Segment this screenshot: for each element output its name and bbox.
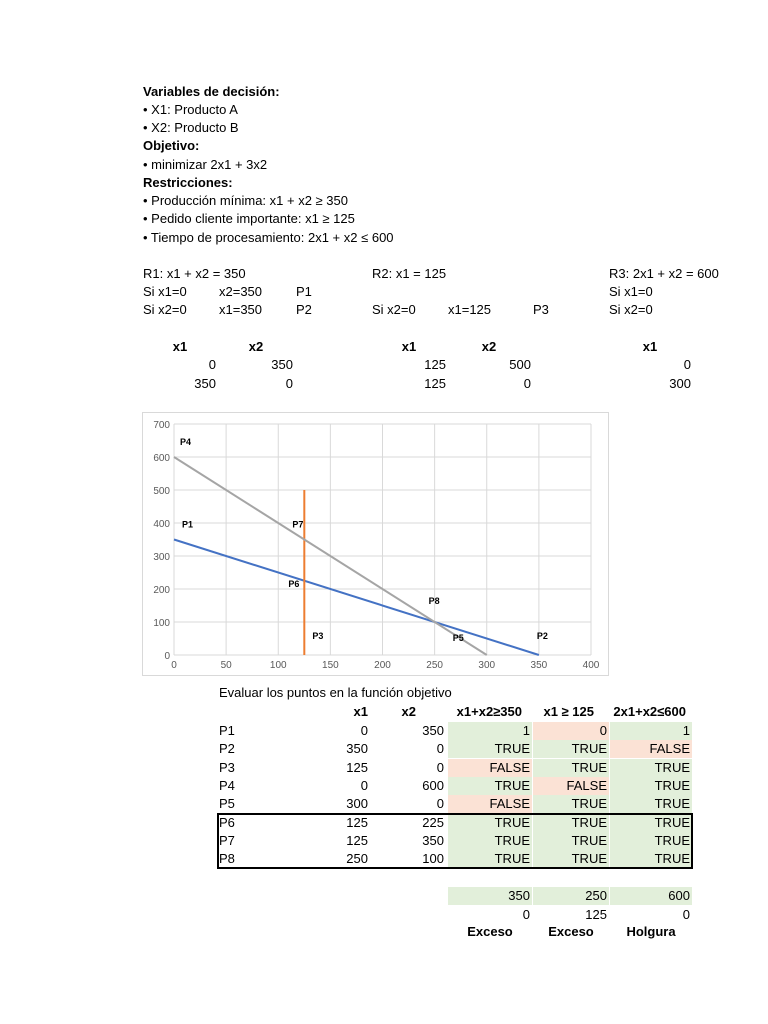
eval-cell-c2: 0 [533,722,609,740]
feasible-box [217,813,693,869]
eval-cell-c3: TRUE [610,795,692,813]
r2-title: R2: x1 = 125 [372,266,447,281]
x-tick-label: 200 [374,660,391,671]
eval-cell-x2: 350 [422,833,444,848]
var2: • X2: Producto B [143,120,239,135]
t3-r2-x1: 300 [669,376,691,391]
r1-row2-c: P2 [296,302,312,317]
x-tick-label: 0 [171,660,177,671]
eval-row-label: P2 [219,741,235,756]
obj-title: Objetivo: [143,138,200,153]
t2-r1-x1: 125 [424,357,446,372]
eval-cell-c2: TRUE [533,759,609,777]
r1-title: R1: x1 + x2 = 350 [143,266,246,281]
diff-3: 0 [682,907,690,922]
point-label: P1 [182,519,194,530]
slack-label-1: Exceso [467,924,513,939]
eval-cell-c1: TRUE [448,850,532,868]
y-tick-label: 100 [153,618,170,629]
r1-row1-a: Si x1=0 [143,284,187,299]
obj1: • minimizar 2x1 + 3x2 [143,157,268,172]
x-tick-label: 350 [530,660,548,671]
point-label: P4 [180,437,192,447]
diff-2: 125 [585,907,607,922]
eval-cell-c3: TRUE [610,759,692,777]
y-tick-label: 700 [153,420,170,431]
eval-cell-c1: FALSE [448,795,532,813]
eval-cell-x1: 125 [346,760,368,775]
t2-h-x2: x2 [481,339,497,354]
eval-cell-c1: TRUE [448,740,532,758]
eval-cell-x1: 125 [346,815,368,830]
eval-cell-c2: TRUE [533,795,609,813]
x-tick-label: 150 [322,660,339,671]
r1-row1-c: P1 [296,284,312,299]
restr-title: Restricciones: [143,175,233,190]
t1-r2-x2: 0 [285,376,293,391]
eval-cell-c3: TRUE [610,832,692,850]
r1-row2-a: Si x2=0 [143,302,187,317]
eval-cell-c3: 1 [610,722,692,740]
eval-row-label: P6 [219,815,235,830]
eval-cell-x2: 0 [436,796,444,811]
var1: • X1: Producto A [143,102,238,117]
eval-cell-c1: TRUE [448,832,532,850]
r3-title: R3: 2x1 + x2 = 600 [609,266,719,281]
rhs-1: 350 [448,887,532,905]
t1-r2-x1: 350 [194,376,216,391]
restr2: • Pedido cliente importante: x1 ≥ 125 [143,211,355,226]
r2-row2-c: P3 [533,302,549,317]
y-tick-label: 600 [153,453,170,464]
eval-cell-c1: TRUE [448,777,532,795]
point-label: P6 [288,578,300,589]
x-tick-label: 300 [478,660,496,671]
point-label: P7 [292,519,304,530]
eval-h-x1: x1 [353,704,368,719]
x-tick-label: 400 [582,660,600,671]
eval-cell-x1: 0 [360,723,368,738]
t1-h-x2: x2 [248,339,264,354]
t2-r1-x2: 500 [509,357,531,372]
point-label: P8 [428,596,440,606]
t1-r1-x2: 350 [271,357,293,372]
eval-cell-c2: FALSE [533,777,609,795]
eval-cell-x2: 600 [422,778,444,793]
eval-cell-x1: 125 [346,833,368,848]
chart-container [142,412,609,676]
eval-cell-x2: 225 [422,815,444,830]
eval-cell-c3: FALSE [610,740,692,758]
eval-cell-x2: 350 [422,723,444,738]
t2-h-x1: x1 [401,339,417,354]
eval-cell-x2: 100 [422,851,444,866]
t2-r2-x1: 125 [424,376,446,391]
eval-cell-x2: 0 [436,760,444,775]
r3-row1-a: Si x1=0 [609,284,653,299]
eval-row-label: P3 [219,760,235,775]
eval-cell-c1: TRUE [448,814,532,832]
x-tick-label: 100 [269,660,287,671]
x-tick-label: 250 [426,660,443,671]
slack-label-3: Holgura [626,924,676,939]
diff-1: 0 [522,907,530,922]
eval-cell-c2: TRUE [533,814,609,832]
eval-cell-c1: 1 [448,722,532,740]
r2-row2-a: Si x2=0 [372,302,416,317]
eval-cell-c1: FALSE [448,759,532,777]
point-label: P5 [452,633,464,643]
eval-cell-c3: TRUE [610,814,692,832]
series-line [174,540,539,656]
eval-row-label: P8 [219,851,235,866]
eval-cell-x2: 0 [436,741,444,756]
r2-row2-b: x1=125 [448,302,492,317]
r1-row2-b: x1=350 [219,302,263,317]
point-label: P2 [536,631,548,641]
t1-h-x1: x1 [172,339,188,354]
restr3: • Tiempo de procesamiento: 2x1 + x2 ≤ 600 [143,230,394,245]
eval-cell-x1: 250 [346,851,368,866]
eval-row-label: P4 [219,778,235,793]
eval-cell-c3: TRUE [610,850,692,868]
point-label: P3 [312,631,324,641]
eval-cell-x1: 350 [346,741,368,756]
y-tick-label: 500 [153,486,170,497]
rhs-3: 600 [610,887,692,905]
eval-cell-x1: 0 [360,778,368,793]
eval-row-label: P1 [219,723,235,738]
restr1: • Producción mínima: x1 + x2 ≥ 350 [143,193,348,208]
vars-title: Variables de decisión: [143,84,280,99]
t3-h-x1: x1 [642,339,658,354]
eval-cell-x1: 300 [346,796,368,811]
eval-cell-c2: TRUE [533,832,609,850]
slack-label-2: Exceso [548,924,594,939]
eval-row-label: P5 [219,796,235,811]
y-tick-label: 200 [153,585,170,596]
eval-h-c2: x1 ≥ 125 [543,704,594,719]
y-tick-label: 0 [164,651,170,662]
eval-title: Evaluar los puntos en la función objetivo [219,685,452,700]
x-tick-label: 50 [220,660,232,671]
y-tick-label: 400 [153,519,170,530]
t1-r1-x1: 0 [208,357,216,372]
eval-cell-c2: TRUE [533,850,609,868]
t3-r1-x1: 0 [683,357,691,372]
eval-cell-c2: TRUE [533,740,609,758]
eval-h-c1: x1+x2≥350 [456,704,522,719]
rhs-2: 250 [533,887,609,905]
eval-cell-c3: TRUE [610,777,692,795]
chart-svg [143,413,608,675]
r3-row2-a: Si x2=0 [609,302,653,317]
r1-row1-b: x2=350 [219,284,263,299]
eval-row-label: P7 [219,833,235,848]
eval-h-c3: 2x1+x2≤600 [613,704,686,719]
y-tick-label: 300 [153,552,170,563]
t2-r2-x2: 0 [523,376,531,391]
eval-h-x2: x2 [401,704,416,719]
